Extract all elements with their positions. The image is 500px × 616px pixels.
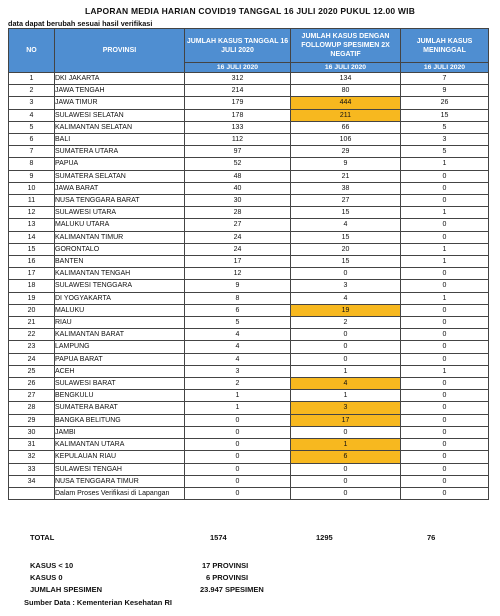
header-date-followup: 16 JULI 2020 [291,63,401,73]
cases-value: 3 [185,365,291,377]
header-date-kasus: 16 JULI 2020 [185,63,291,73]
province-name: NUSA TENGGARA BARAT [55,195,185,207]
table-row [9,329,489,341]
province-name: SUMATERA UTARA [55,146,185,158]
row-number: 15 [9,243,55,255]
followup-value: 21 [291,170,401,182]
row-number: 22 [9,329,55,341]
province-name: MALUKU UTARA [55,219,185,231]
deaths-value: 0 [401,475,489,487]
cases-value: 5 [185,317,291,329]
followup-value: 1 [291,439,401,451]
cases-value: 214 [185,85,291,97]
deaths-value: 0 [401,463,489,475]
summary-value-0: 17 PROVINSI [202,561,249,570]
cases-value: 40 [185,182,291,194]
cases-value: 9 [185,280,291,292]
row-number: 27 [9,390,55,402]
cases-value: 0 [185,439,291,451]
cases-value: 4 [185,341,291,353]
followup-value: 15 [291,256,401,268]
table-row [9,304,489,316]
table-row [9,85,489,97]
province-name: SULAWESI UTARA [55,207,185,219]
followup-value: 0 [291,329,401,341]
row-number: 6 [9,134,55,146]
deaths-value: 0 [401,304,489,316]
followup-value: 19 [291,304,401,316]
row-number: 30 [9,426,55,438]
cases-value: 1 [185,402,291,414]
cases-value: 0 [185,487,291,499]
cases-value: 24 [185,231,291,243]
table-row [9,414,489,426]
cases-value: 2 [185,378,291,390]
table-row [9,292,489,304]
table-row [9,487,489,499]
deaths-value: 0 [401,341,489,353]
row-number: 4 [9,109,55,121]
deaths-value: 0 [401,219,489,231]
province-name: GORONTALO [55,243,185,255]
header-provinsi: PROVINSI [55,29,185,73]
followup-value: 4 [291,292,401,304]
table-row [9,195,489,207]
followup-value: 211 [291,109,401,121]
row-number: 18 [9,280,55,292]
deaths-value: 5 [401,146,489,158]
table-row [9,475,489,487]
followup-value: 0 [291,353,401,365]
total-kasus: 1574 [210,533,227,542]
row-number: 34 [9,475,55,487]
followup-value: 9 [291,158,401,170]
province-name: MALUKU [55,304,185,316]
province-name: BANGKA BELITUNG [55,414,185,426]
cases-value: 12 [185,268,291,280]
province-name: RIAU [55,317,185,329]
header-followup: JUMLAH KASUS DENGAN FOLLOWUP SPESIMEN 2X NEGATIF [291,29,401,63]
province-name: BALI [55,134,185,146]
province-name: DI YOGYAKARTA [55,292,185,304]
deaths-value: 0 [401,182,489,194]
province-name: LAMPUNG [55,341,185,353]
table-row [9,256,489,268]
row-number: 23 [9,341,55,353]
deaths-value: 0 [401,439,489,451]
table-row [9,378,489,390]
cases-value: 17 [185,256,291,268]
row-number: 7 [9,146,55,158]
deaths-value: 1 [401,207,489,219]
deaths-value: 15 [401,109,489,121]
summary-value-1: 6 PROVINSI [206,573,249,582]
province-name: JAWA BARAT [55,182,185,194]
deaths-value: 0 [401,280,489,292]
deaths-value: 0 [401,353,489,365]
followup-value: 2 [291,317,401,329]
cases-value: 112 [185,134,291,146]
followup-value: 0 [291,475,401,487]
followup-value: 15 [291,207,401,219]
row-number: 3 [9,97,55,109]
province-name: KALIMANTAN SELATAN [55,121,185,133]
cases-value: 0 [185,463,291,475]
province-name: BENGKULU [55,390,185,402]
cases-value: 312 [185,73,291,85]
table-row [9,231,489,243]
covid-table [8,28,489,500]
followup-value: 106 [291,134,401,146]
cases-value: 179 [185,97,291,109]
table-row [9,182,489,194]
table-row [9,109,489,121]
province-name: NUSA TENGGARA TIMUR [55,475,185,487]
province-name: ACEH [55,365,185,377]
row-number: 14 [9,231,55,243]
row-number: 26 [9,378,55,390]
deaths-value: 0 [401,195,489,207]
province-name: PAPUA [55,158,185,170]
cases-value: 1 [185,390,291,402]
table-row [9,243,489,255]
cases-value: 6 [185,304,291,316]
cases-value: 4 [185,353,291,365]
header-date-meninggal: 16 JULI 2020 [401,63,489,73]
cases-value: 0 [185,451,291,463]
total-label: TOTAL [30,533,55,542]
deaths-value: 0 [401,231,489,243]
province-name: KALIMANTAN BARAT [55,329,185,341]
table-row [9,268,489,280]
cases-value: 28 [185,207,291,219]
table-row [9,97,489,109]
summary-label-0: KASUS < 10 [30,561,74,570]
table-row [9,463,489,475]
province-name: JAWA TENGAH [55,85,185,97]
province-name: KALIMANTAN UTARA [55,439,185,451]
deaths-value: 1 [401,365,489,377]
deaths-value: 1 [401,158,489,170]
row-number: 13 [9,219,55,231]
deaths-value: 0 [401,329,489,341]
followup-value: 15 [291,231,401,243]
followup-value: 3 [291,280,401,292]
cases-value: 133 [185,121,291,133]
cases-value: 52 [185,158,291,170]
deaths-value: 1 [401,243,489,255]
followup-value: 3 [291,402,401,414]
table-row [9,353,489,365]
followup-value: 0 [291,487,401,499]
table-row [9,280,489,292]
deaths-value: 0 [401,390,489,402]
table-row [9,439,489,451]
table-row [9,170,489,182]
cases-value: 178 [185,109,291,121]
row-number: 11 [9,195,55,207]
followup-value: 1 [291,390,401,402]
row-number: 28 [9,402,55,414]
deaths-value: 1 [401,256,489,268]
row-number: 32 [9,451,55,463]
followup-value: 444 [291,97,401,109]
header-no: NO [9,29,55,73]
table-row [9,134,489,146]
followup-value: 38 [291,182,401,194]
table-row [9,146,489,158]
province-name: JAMBI [55,426,185,438]
followup-value: 20 [291,243,401,255]
row-number: 2 [9,85,55,97]
deaths-value: 7 [401,73,489,85]
province-name: SULAWESI SELATAN [55,109,185,121]
source-text: Sumber Data : Kementerian Kesehatan RI [24,598,172,607]
province-name: Dalam Proses Verifikasi di Lapangan [55,487,185,499]
deaths-value: 1 [401,292,489,304]
row-number [9,487,55,499]
table-row [9,317,489,329]
report-title: LAPORAN MEDIA HARIAN COVID19 TANGGAL 16 JULI 2020 PUKUL 12.00 WIB [84,6,416,16]
province-name: KEPULAUAN RIAU [55,451,185,463]
followup-value: 0 [291,268,401,280]
table-row [9,341,489,353]
table-row [9,365,489,377]
row-number: 17 [9,268,55,280]
row-number: 25 [9,365,55,377]
row-number: 1 [9,73,55,85]
total-followup: 1295 [316,533,333,542]
table-row [9,121,489,133]
cases-value: 0 [185,426,291,438]
row-number: 9 [9,170,55,182]
province-name: JAWA TIMUR [55,97,185,109]
row-number: 20 [9,304,55,316]
row-number: 10 [9,182,55,194]
province-name: SUMATERA SELATAN [55,170,185,182]
followup-value: 1 [291,365,401,377]
followup-value: 0 [291,463,401,475]
cases-value: 27 [185,219,291,231]
table-row [9,219,489,231]
province-name: PAPUA BARAT [55,353,185,365]
followup-value: 4 [291,219,401,231]
cases-value: 30 [185,195,291,207]
deaths-value: 0 [401,402,489,414]
table-row [9,73,489,85]
table-row [9,390,489,402]
row-number: 19 [9,292,55,304]
deaths-value: 0 [401,451,489,463]
followup-value: 80 [291,85,401,97]
cases-value: 4 [185,329,291,341]
province-name: SUMATERA BARAT [55,402,185,414]
table-row [9,158,489,170]
row-number: 21 [9,317,55,329]
cases-value: 48 [185,170,291,182]
cases-value: 0 [185,475,291,487]
deaths-value: 9 [401,85,489,97]
followup-value: 0 [291,341,401,353]
row-number: 31 [9,439,55,451]
province-name: KALIMANTAN TIMUR [55,231,185,243]
deaths-value: 26 [401,97,489,109]
row-number: 16 [9,256,55,268]
summary-value-2: 23.947 SPESIMEN [200,585,264,594]
province-name: KALIMANTAN TENGAH [55,268,185,280]
followup-value: 29 [291,146,401,158]
row-number: 33 [9,463,55,475]
deaths-value: 0 [401,317,489,329]
province-name: BANTEN [55,256,185,268]
cases-value: 24 [185,243,291,255]
cases-value: 8 [185,292,291,304]
followup-value: 6 [291,451,401,463]
header-kasus: JUMLAH KASUS TANGGAL 16 JULI 2020 [185,29,291,63]
cases-value: 97 [185,146,291,158]
table-body [9,73,489,500]
deaths-value: 3 [401,134,489,146]
row-number: 8 [9,158,55,170]
deaths-value: 0 [401,170,489,182]
followup-value: 66 [291,121,401,133]
deaths-value: 0 [401,487,489,499]
table-row [9,402,489,414]
deaths-value: 0 [401,414,489,426]
row-number: 5 [9,121,55,133]
province-name: DKI JAKARTA [55,73,185,85]
deaths-value: 0 [401,378,489,390]
table-row [9,426,489,438]
table-row [9,207,489,219]
followup-value: 0 [291,426,401,438]
header-meninggal: JUMLAH KASUS MENINGGAL [401,29,489,63]
deaths-value: 0 [401,268,489,280]
cases-value: 0 [185,414,291,426]
verification-note: data dapat berubah sesuai hasil verifikasi [8,19,153,28]
followup-value: 4 [291,378,401,390]
followup-value: 27 [291,195,401,207]
table-row [9,451,489,463]
row-number: 12 [9,207,55,219]
summary-label-1: KASUS 0 [30,573,63,582]
row-number: 29 [9,414,55,426]
followup-value: 134 [291,73,401,85]
province-name: SULAWESI BARAT [55,378,185,390]
total-meninggal: 76 [427,533,436,542]
row-number: 24 [9,353,55,365]
province-name: SULAWESI TENGAH [55,463,185,475]
province-name: SULAWESI TENGGARA [55,280,185,292]
deaths-value: 5 [401,121,489,133]
summary-label-2: JUMLAH SPESIMEN [30,585,103,594]
deaths-value: 0 [401,426,489,438]
followup-value: 17 [291,414,401,426]
